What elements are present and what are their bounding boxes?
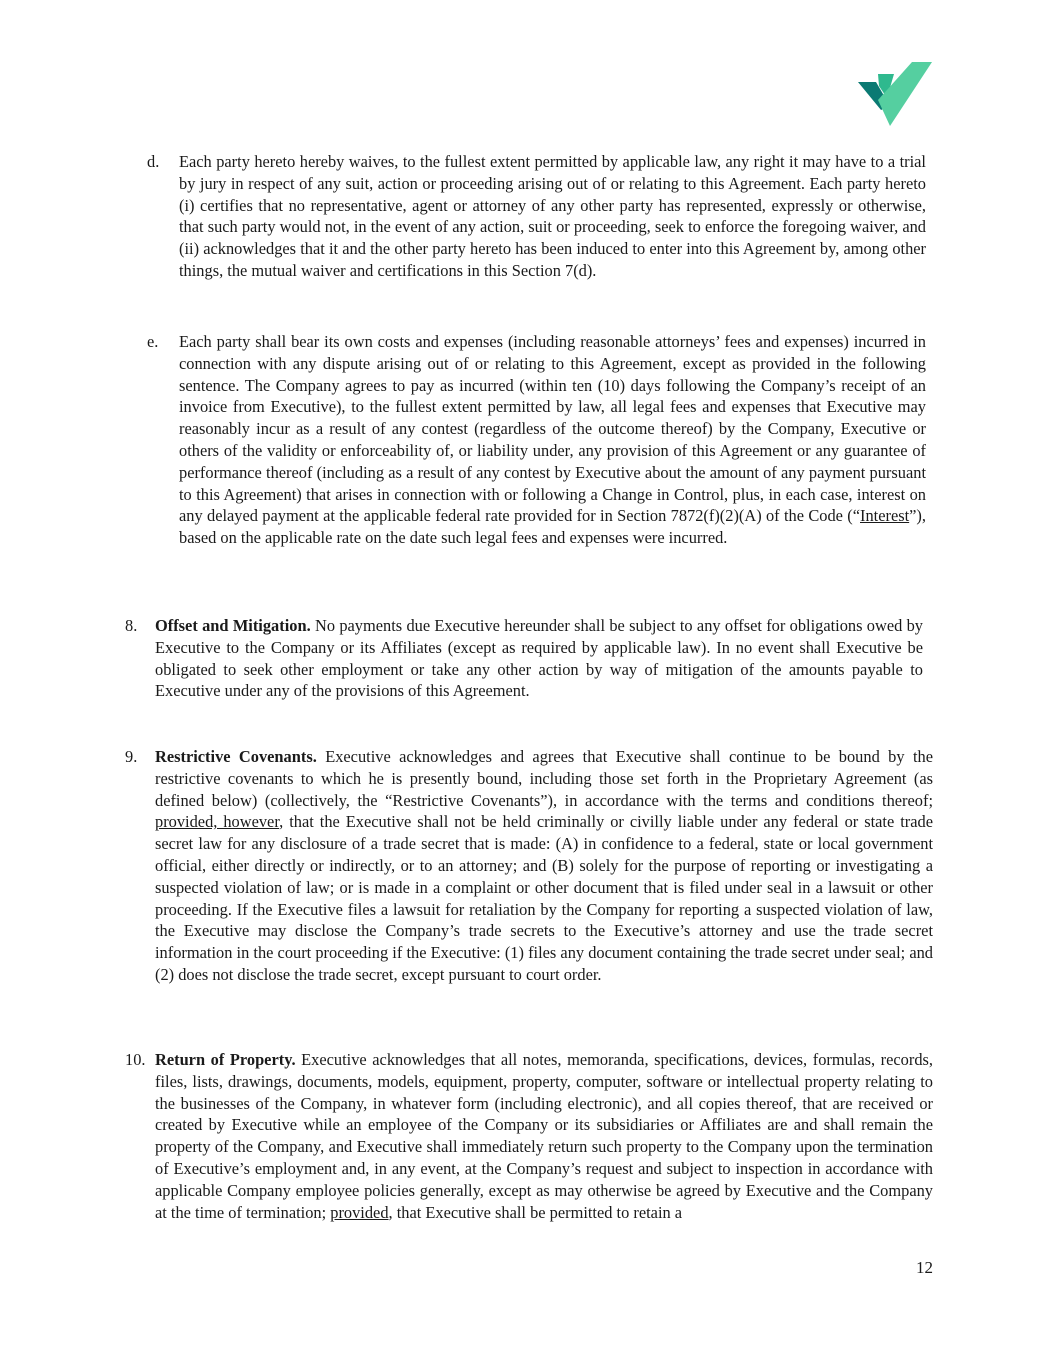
list-marker: e. xyxy=(147,332,159,351)
paragraph-text-continued: ”), based on the applicable rate on the date such legal fees and expenses were incurred. xyxy=(179,506,926,548)
section-number: 8. xyxy=(125,616,138,635)
list-marker: d. xyxy=(147,152,160,171)
section-8-paragraph xyxy=(125,615,923,702)
logo-right-bar xyxy=(878,62,932,126)
paragraph-text-continued: , that the Executive shall not be held criminally or civilly liable under any federal or state trade secret law for any disclosure of a trade secret that is made: (A) in confidence to a federal, state or local government official, either directly or indirectly, or to an attorney; and (B) solely for the purpose of reporting or investigating a suspected violation of law; or is made in a complaint or other document that is filed under seal in a lawsuit or other proceeding. If the Executive files a lawsuit for retaliation by the Company for reporting a suspected violation of law, the Executive may disclose the Company’s trade secrets to the Executive’s attorney and use the trade secret information in the court proceeding if the Executive: (1) files any document containing the trade secret under seal; and (2) does not disclose the trade secret, except pursuant to court order. xyxy=(155,812,933,984)
section-10-paragraph xyxy=(125,1049,934,1223)
paragraph-text: Each party hereto hereby waives, to the fullest extent permitted by applicable law, any right it may have to a trial by jury in respect of any suit, action or proceeding arising out of or relating to this Agreement. Each party hereto (i) certifies that no representative, agent or attorney of any other party has represented, expressly or otherwise, that such party would not, in the event of any action, suit or proceeding, seek to enforce the foregoing waiver, and (ii) acknowledges that it and the other party hereto has been induced to enter into this Agreement by, among other things, the mutual waiver and certifications in this Section 7(d). xyxy=(179,152,926,280)
section-heading: Restrictive Covenants. xyxy=(155,747,317,766)
section-heading: Return of Property. xyxy=(155,1050,296,1069)
section-7d-paragraph xyxy=(147,151,926,282)
section-9-paragraph xyxy=(125,746,933,986)
section-heading: Offset and Mitigation. xyxy=(155,616,311,635)
section-number: 10. xyxy=(125,1050,146,1069)
defined-term-interest: Interest xyxy=(860,506,910,526)
paragraph-text: Executive acknowledges that all notes, memoranda, specifications, devices, formulas, records, files, lists, drawings, documents, models, equipment, property, computer, software or intellectual property relating to the businesses of the Company, in whatever form (including electronic), and all copies thereof, that are received or created by Executive while an employee of the Company or its subsidiaries or Affiliates are and shall remain the property of the Company, and Executive shall immediately return such property to the Company upon the termination of Executive’s employment and, in any event, at the Company’s request and subject to inspection in accordance with applicable Company employee policies generally, except as may otherwise be agreed by Executive and the Company at the time of termination; xyxy=(155,1050,934,1222)
page-number: 12 xyxy=(916,1258,933,1277)
paragraph-text-continued: , that Executive shall be permitted to retain a xyxy=(388,1202,683,1222)
paragraph-text: Executive acknowledges and agrees that Executive shall continue to be bound by the restrictive covenants to which he is presently bound, including those set forth in the Proprietary Agreement (as defined below) (collectively, the “Restrictive Covenants”), in accordance with the terms and conditions thereof; xyxy=(155,747,933,810)
paragraph-text: Each party shall bear its own costs and expenses (including reasonable attorneys’ fees and expenses) incurred in connection with any dispute arising out of or relating to this Agreement, except as provided in the following sentence. The Company agrees to pay as incurred (within ten (10) days following the Company’s receipt of an invoice from Executive), to the fullest extent permitted by law, all legal fees and expenses that Executive may reasonably incur as a result of any contest (regardless of the outcome thereof) by the Company, Executive or others of the validity or enforceability of, or liability under, any provision of this Agreement or any guarantee of performance thereof (including as a result of any contest by Executive about the amount of any payment pursuant to this Agreement) that arises in connection with or following a Change in Control, plus, in each case, interest on any delayed payment at the applicable federal rate provided for in Section 7872(f)(2)(A) of the Code (“ xyxy=(179,332,926,526)
section-7e-paragraph xyxy=(147,331,926,549)
underlined-proviso: provided xyxy=(330,1202,389,1222)
paragraph-text: No payments due Executive hereunder shall be subject to any offset for obligations owed by Executive to the Company or its Affiliates (except as required by applicable law). In no event shall Executive be obligated to seek other employment or take any other action by way of mitigation of the amounts payable to Executive under any of the provisions of this Agreement. xyxy=(155,616,923,701)
section-number: 9. xyxy=(125,747,138,766)
underlined-proviso: provided, however xyxy=(155,812,280,832)
checkmark-logo-icon xyxy=(856,60,932,128)
